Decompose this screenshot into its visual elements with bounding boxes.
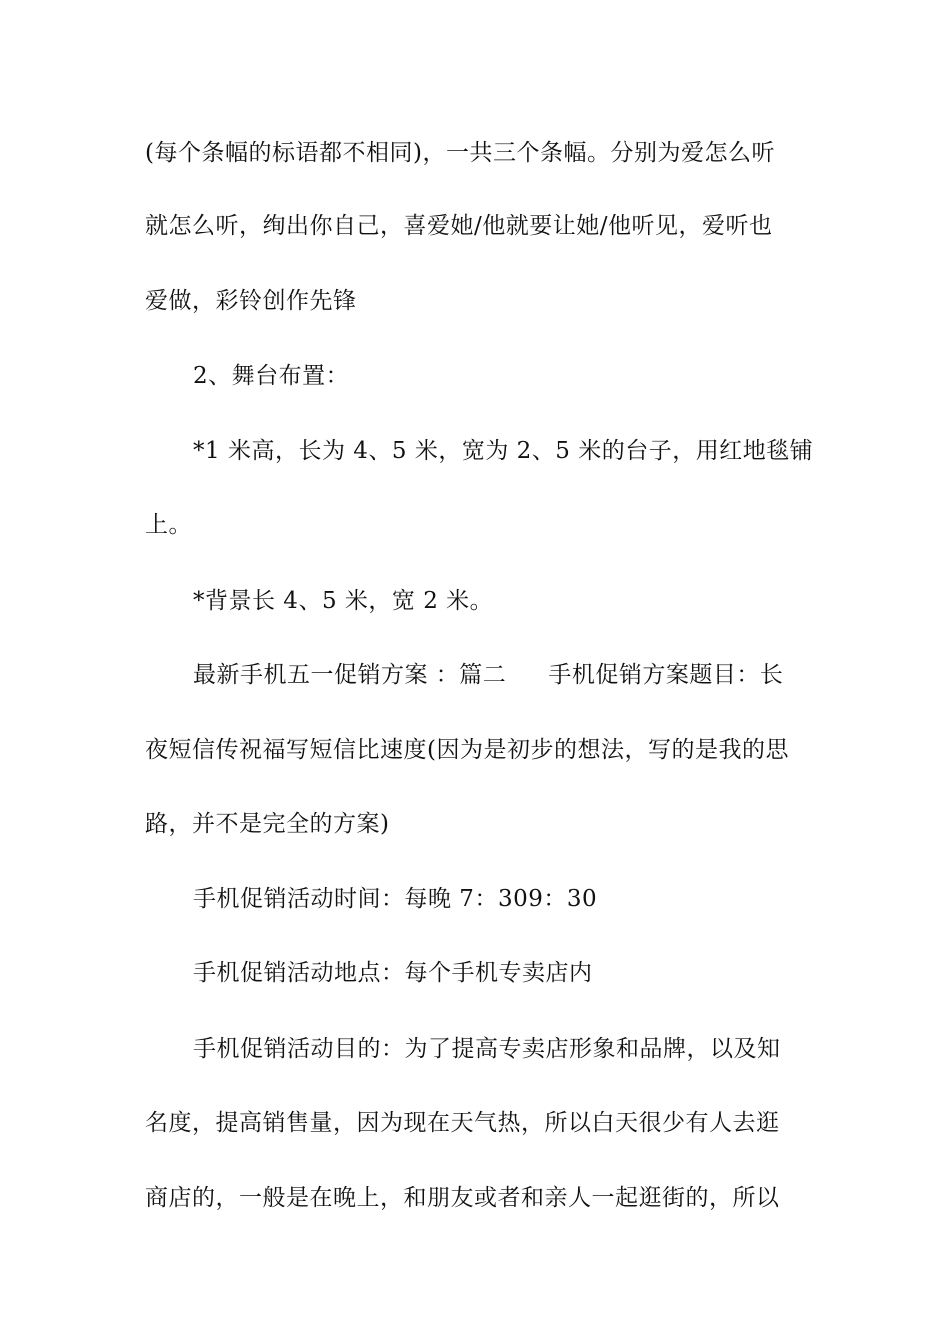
paragraph-line: 就怎么听，绚出你自己，喜爱她/他就要让她/他听见，爱听也 [145, 213, 773, 239]
activity-location: 手机促销活动地点：每个手机专卖店内 [193, 960, 593, 986]
paragraph-line: 名度，提高销售量，因为现在天气热，所以白天很少有人去逛 [145, 1110, 780, 1136]
activity-time: 手机促销活动时间：每晚 7：309：30 [193, 886, 598, 912]
section-title: 最新手机五一促销方案 ：篇二 [193, 662, 507, 688]
paragraph-line: (每个条幅的标语都不相同)，一共三个条幅。分别为爱怎么听 [145, 140, 775, 166]
paragraph-line: 商店的，一般是在晚上，和朋友或者和亲人一起逛街的，所以 [145, 1185, 780, 1211]
paragraph-line: 夜短信传祝福写短信比速度(因为是初步的想法，写的是我的思 [145, 737, 789, 763]
paragraph-line: *1 米高，长为 4、5 米，宽为 2、5 米的台子，用红地毯铺 [193, 438, 814, 464]
paragraph-line: *背景长 4、5 米，宽 2 米。 [193, 588, 494, 614]
paragraph-line: 路，并不是完全的方案) [145, 811, 390, 837]
section-heading: 2、舞台布置： [193, 363, 350, 389]
paragraph-line: 上。 [145, 512, 192, 538]
paragraph-line: 爱做，彩铃创作先锋 [145, 288, 357, 314]
activity-purpose: 手机促销活动目的：为了提高专卖店形象和品牌，以及知 [193, 1036, 781, 1062]
promotion-title-start: 手机促销方案题目：长 [548, 662, 784, 688]
section-title-line [193, 660, 810, 690]
